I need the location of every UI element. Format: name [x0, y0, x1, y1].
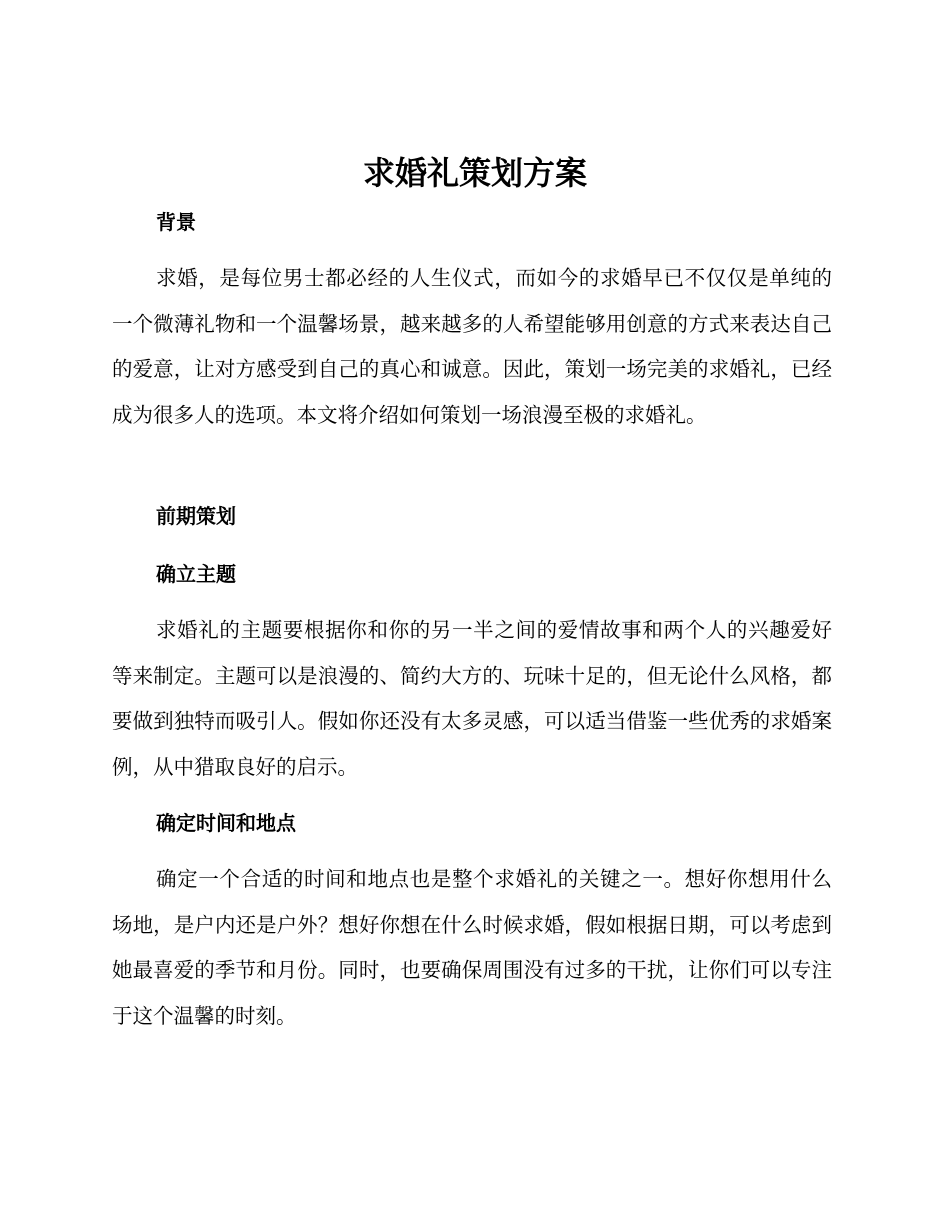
section-heading-theme: 确立主题 [156, 562, 236, 586]
section-body-background: 求婚，是每位男士都必经的人生仪式，而如今的求婚早已不仅仅是单纯的一个微薄礼物和一个温馨场景，越来越多的人希望能够用创意的方式来表达自己的爱意，让对方感受到自己的真心和诚意。因此，策划一场完美的求婚礼，已经成为很多人的选项。本文将介绍如何策划一场浪漫至极的求婚礼。 [112, 266, 832, 427]
section-heading-time-place: 确定时间和地点 [156, 811, 296, 835]
section-body-time-place: 确定一个合适的时间和地点也是整个求婚礼的关键之一。想好你想用什么场地，是户内还是户外？想好你想在什么时候求婚，假如根据日期，可以考虑到她最喜爱的季节和月份。同时，也要确保周围没有过多的干扰，让你们可以专注于这个温馨的时刻。 [112, 867, 832, 1028]
document-title: 求婚礼策划方案 [362, 154, 587, 192]
section-heading-background: 背景 [156, 210, 196, 234]
section-heading-preplanning: 前期策划 [156, 504, 236, 528]
section-body-theme: 求婚礼的主题要根据你和你的另一半之间的爱情故事和两个人的兴趣爱好等来制定。主题可以是浪漫的、简约大方的、玩味十足的，但无论什么风格，都要做到独特而吸引人。假如你还没有太多灵感，可以适当借鉴一些优秀的求婚案例，从中猎取良好的启示。 [112, 618, 832, 779]
